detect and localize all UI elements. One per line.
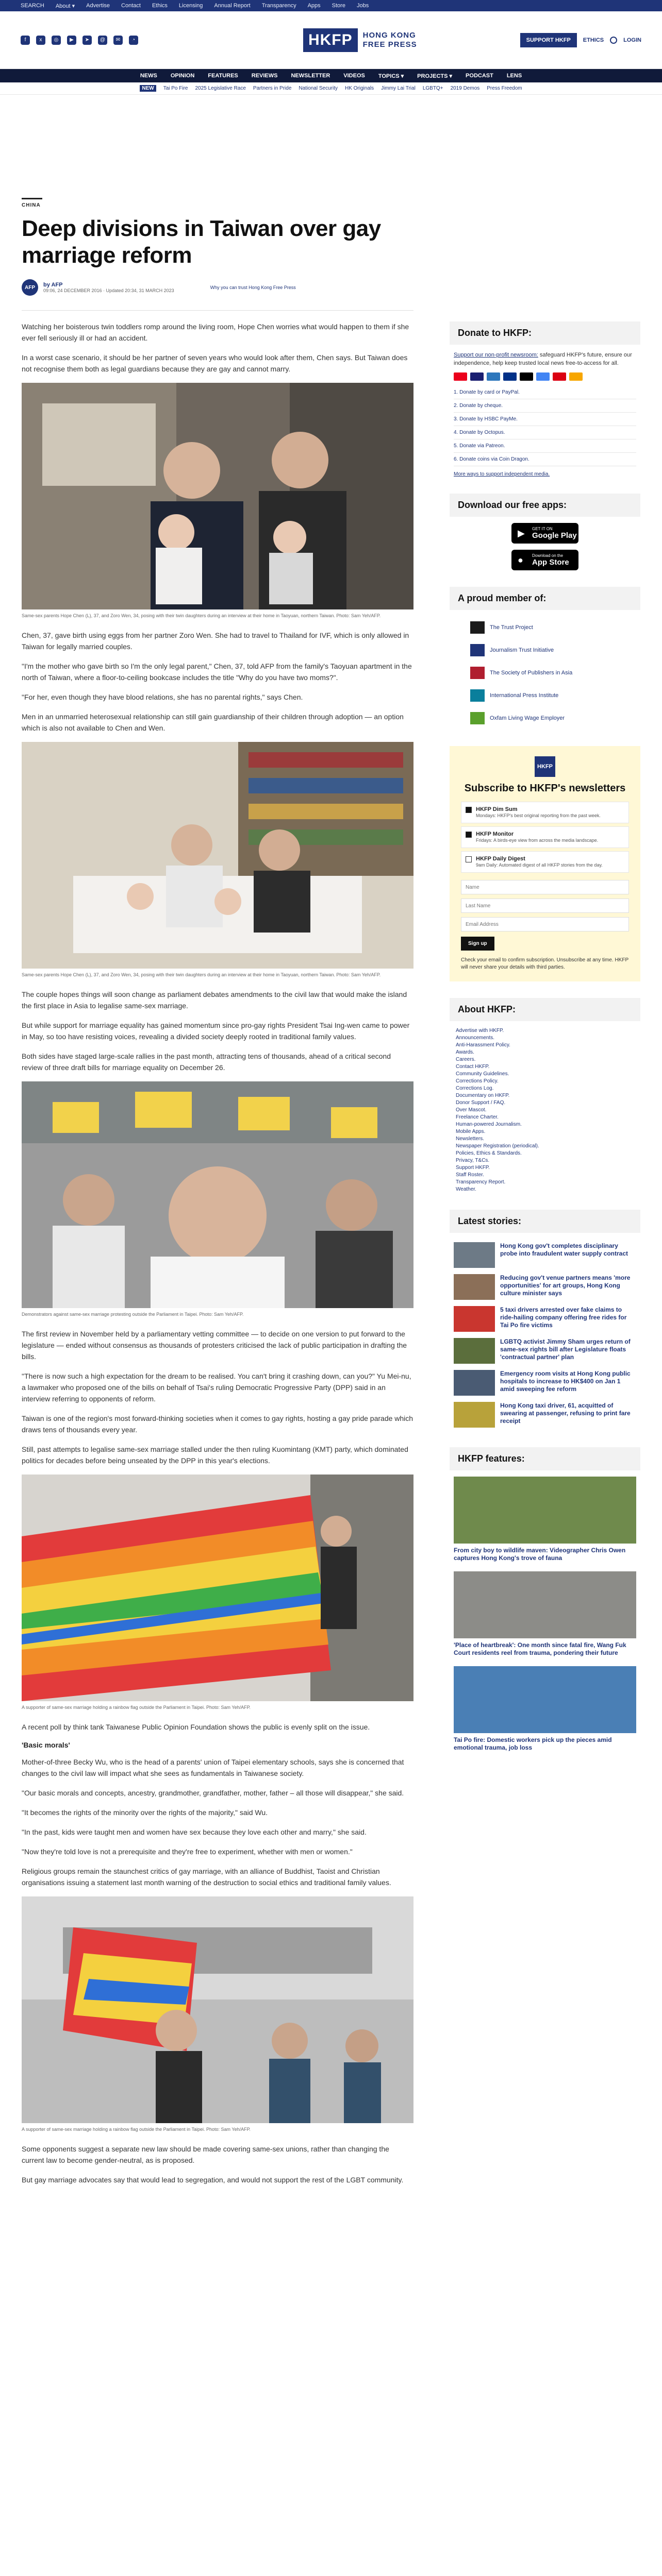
latest-widget bbox=[450, 1210, 640, 1431]
logo-line-2: FREE PRESS bbox=[362, 40, 417, 49]
nav-videos[interactable]: VIDEOS bbox=[343, 73, 365, 79]
newsletter-desc: 9am Daily: Automated digest of all HKFP stories from the day. bbox=[476, 862, 603, 868]
last-name-input[interactable] bbox=[461, 899, 629, 913]
member-name: International Press Institute bbox=[490, 692, 559, 699]
newsletter-fineprint: Check your email to confirm subscription. Unsubscribe at any time. HKFP will never share your details with third parties. bbox=[461, 957, 628, 970]
article-photo-family[interactable] bbox=[22, 383, 413, 609]
member-name: Journalism Trust Initiative bbox=[490, 647, 554, 653]
article bbox=[22, 198, 413, 2194]
about-item[interactable]: Announcements. bbox=[456, 1035, 495, 1041]
paragraph: "I'm the mother who gave birth so I'm the only legal parent," Chen, 37, told AFP from the family's Taoyuan apartment in the north of Taiwan, where a floor-to-ceiling bookcase includes the title "Why do you have two moms?". bbox=[22, 662, 412, 682]
latest-story[interactable] bbox=[450, 1271, 640, 1303]
article-photo-rainbow-flag[interactable] bbox=[22, 1475, 413, 1701]
photo-caption: A supporter of same-sex marriage holding a rainbow flag outside the Parliament in Taipei. Photo: Sam Yeh/AFP. bbox=[22, 2127, 251, 2132]
photo-caption: A supporter of same-sex marriage holding a rainbow flag outside the Parliament in Taipei. Photo: Sam Yeh/AFP. bbox=[22, 1705, 251, 1710]
photo-sofa-illustration bbox=[22, 742, 413, 969]
topbar-contact[interactable]: Contact bbox=[121, 3, 141, 9]
latest-title: Latest stories: bbox=[450, 1210, 640, 1233]
paypal-icon bbox=[503, 372, 517, 381]
newsletter-name: HKFP Monitor bbox=[476, 831, 514, 837]
about-item[interactable]: Awards. bbox=[456, 1049, 474, 1055]
about-item[interactable]: Newsletters. bbox=[456, 1136, 485, 1142]
about-item[interactable]: Newspaper Registration (periodical). bbox=[456, 1143, 539, 1149]
login-link[interactable]: LOGIN bbox=[623, 37, 641, 43]
mastercard-icon bbox=[454, 372, 467, 381]
newsletter-desc: Mondays: HKFP's best original reporting from the past week. bbox=[476, 813, 601, 818]
donate-text-body: safeguard HKFP's future, ensure our independence, help keep trusted local news free-to-access for all. bbox=[454, 352, 632, 366]
story-thumbnail bbox=[454, 1338, 495, 1364]
payme-icon bbox=[553, 372, 566, 381]
account-icon[interactable] bbox=[610, 37, 617, 44]
apple-pay-icon bbox=[520, 372, 533, 381]
jti-icon bbox=[470, 644, 485, 656]
story-title[interactable]: Emergency room visits at Hong Kong public hospitals to increase to HK$400 on Jan 1 amid sweeping fee reform bbox=[500, 1370, 631, 1393]
topbar-ethics[interactable]: Ethics bbox=[152, 3, 168, 9]
paragraph: "In the past, kids were taught men and women have sex because they love each other and marry," she said. bbox=[22, 1828, 367, 1836]
apps-widget bbox=[450, 494, 640, 570]
paragraph: Mother-of-three Becky Wu, who is the head of a parents' union of Taipei elementary schools, says she is concerned that changes to the civil law will impact what she sees as fundamentals in Taiwanese society. bbox=[22, 1758, 404, 1777]
google-play-label: Google Play bbox=[532, 531, 577, 540]
google-play-small: GET IT ON bbox=[532, 527, 553, 531]
about-title: About HKFP: bbox=[450, 998, 640, 1021]
section-rule bbox=[22, 198, 42, 199]
topbar-about[interactable]: About ▾ bbox=[55, 3, 75, 9]
feature-title[interactable]: 'Place of heartbreak': One month since fatal fire, Wang Fuk Court residents reel from trauma, pondering their future bbox=[454, 1641, 626, 1656]
paragraph: "For her, even though they have blood relations, she has no parental rights," says Chen. bbox=[22, 693, 303, 701]
photo-caption: Same-sex parents Hope Chen (L), 37, and Zoro Wen, 34, posing with their twin daughters during an interview at their home in Taoyuan, northern Taiwan. Photo: Sam Yeh/AFP. bbox=[22, 972, 381, 977]
rss-icon[interactable]: ◔ bbox=[129, 36, 138, 45]
member-ipi[interactable] bbox=[450, 684, 640, 707]
trending-2019-demos[interactable]: 2019 Demos bbox=[450, 86, 480, 91]
feature-image bbox=[454, 1477, 636, 1544]
about-item[interactable]: Staff Roster. bbox=[456, 1172, 484, 1178]
topbar-apps[interactable]: Apps bbox=[307, 3, 321, 9]
member-trust-project[interactable] bbox=[450, 616, 640, 639]
donate-options bbox=[450, 386, 640, 466]
feature-story[interactable] bbox=[450, 1666, 640, 1752]
donate-text-link[interactable]: Support our non-profit newsroom: bbox=[454, 352, 538, 358]
latest-story[interactable] bbox=[450, 1303, 640, 1335]
about-item[interactable]: Anti-Harassment Policy. bbox=[456, 1042, 510, 1048]
app-store-small: Download on the bbox=[532, 553, 564, 558]
features-widget bbox=[450, 1447, 640, 1752]
amex-icon bbox=[487, 372, 500, 381]
nav-topics[interactable]: TOPICS ▾ bbox=[378, 73, 404, 79]
about-item[interactable]: Corrections Policy. bbox=[456, 1078, 499, 1084]
photo-flag-2-illustration bbox=[22, 1896, 413, 2123]
trending-nav bbox=[0, 82, 662, 95]
article-section[interactable]: CHINA bbox=[22, 202, 41, 208]
google-pay-icon bbox=[536, 372, 550, 381]
about-item[interactable]: Privacy, T&Cs. bbox=[456, 1158, 490, 1163]
about-item[interactable]: Human-powered Journalism. bbox=[456, 1122, 522, 1127]
photo-caption: Demonstrators against same-sex marriage protesting outside the Parliament in Taipei. Photo: Sam Yeh/AFP. bbox=[22, 1312, 244, 1317]
feature-title[interactable]: From city boy to wildlife maven: Videographer Chris Owen captures Hong Kong's trove of fauna bbox=[454, 1547, 626, 1562]
octopus-icon bbox=[569, 372, 583, 381]
logo-mark: HKFP bbox=[303, 28, 358, 52]
member-jti[interactable] bbox=[450, 639, 640, 662]
newsletter-desc: Fridays: A birds-eye view from across the media landscape. bbox=[476, 838, 599, 843]
publish-date: 09:06, 24 DECEMBER 2016 · Updated 20:34, 31 MARCH 2023 bbox=[43, 288, 174, 293]
story-title[interactable]: 5 taxi drivers arrested over fake claims to ride-hailing company offering free rides for Tai Po fire victims bbox=[500, 1306, 627, 1329]
app-store-button[interactable] bbox=[511, 550, 578, 570]
newsletter-title: Subscribe to HKFP's newsletters bbox=[464, 783, 626, 794]
latest-story[interactable] bbox=[450, 1367, 640, 1399]
feature-title[interactable]: Tai Po fire: Domestic workers pick up the pieces amid emotional trauma, job loss bbox=[454, 1736, 612, 1751]
about-item[interactable]: Transparency Report. bbox=[456, 1179, 506, 1185]
story-thumbnail bbox=[454, 1306, 495, 1332]
donate-text bbox=[450, 351, 640, 367]
about-item[interactable]: Support HKFP. bbox=[456, 1165, 490, 1171]
name-input[interactable] bbox=[461, 880, 629, 894]
newsletter-option-dim-sum[interactable] bbox=[461, 802, 629, 823]
payment-methods bbox=[450, 367, 640, 386]
story-thumbnail bbox=[454, 1274, 495, 1300]
nav-news[interactable]: NEWS bbox=[140, 73, 157, 79]
author-name[interactable]: by AFP bbox=[43, 282, 63, 288]
story-title[interactable]: Reducing gov't venue partners means 'more opportunities' for art groups, Hong Kong culture minister says bbox=[500, 1274, 631, 1297]
features-title: HKFP features: bbox=[450, 1447, 640, 1470]
about-item[interactable]: Advertise with HKFP. bbox=[456, 1028, 504, 1033]
photo-caption: Same-sex parents Hope Chen (L), 37, and Zoro Wen, 34, posing with their twin daughters during an interview at their home in Taoyuan, northern Taiwan. Photo: Sam Yeh/AFP. bbox=[22, 613, 381, 618]
newsletter-option-monitor[interactable] bbox=[461, 826, 629, 848]
about-item[interactable]: Policies, Ethics & Standards. bbox=[456, 1150, 522, 1156]
instagram-icon[interactable]: ◎ bbox=[52, 36, 61, 45]
article-photo-sofa[interactable] bbox=[22, 742, 413, 969]
nav-features[interactable]: FEATURES bbox=[208, 73, 238, 79]
photo-family-illustration bbox=[22, 383, 413, 609]
topbar-transparency[interactable]: Transparency bbox=[261, 3, 296, 9]
about-item[interactable]: Over Mascot. bbox=[456, 1107, 487, 1113]
threads-icon[interactable]: @ bbox=[98, 36, 107, 45]
member-name: Oxfam Living Wage Employer bbox=[490, 715, 565, 721]
nav-podcast[interactable]: PODCAST bbox=[466, 73, 493, 79]
trust-link[interactable]: Why you can trust Hong Kong Free Press bbox=[210, 285, 296, 290]
trending-partners-in-pride[interactable]: Partners in Pride bbox=[253, 86, 292, 91]
about-item[interactable]: Corrections Log. bbox=[456, 1086, 494, 1091]
apple-icon: ● bbox=[518, 555, 523, 565]
logo-line-1: HONG KONG bbox=[362, 30, 416, 40]
paragraph: Some opponents suggest a separate new law should be made covering same-sex unions, rather than changing the current law to become gender-neutral, as is proposed. bbox=[22, 2145, 389, 2164]
about-item[interactable]: Mobile Apps. bbox=[456, 1129, 486, 1134]
paragraph: Men in an unmarried heterosexual relationship can still gain guardianship of their children through adoption — an option which is also not available to Chen and Wen. bbox=[22, 713, 404, 732]
about-item[interactable]: Freelance Charter. bbox=[456, 1114, 499, 1120]
youtube-icon[interactable]: ▶ bbox=[67, 36, 76, 45]
donate-widget bbox=[450, 321, 640, 477]
subheading: 'Basic morals' bbox=[22, 1741, 70, 1749]
paragraph: The couple hopes things will soon change as parliament debates amendments to the civil law that would make the island the first place in Asia to legalise same-sex marriage. bbox=[22, 990, 407, 1010]
twitter-icon[interactable]: x bbox=[36, 36, 45, 45]
support-button[interactable]: SUPPORT HKFP bbox=[520, 33, 577, 47]
member-name: The Society of Publishers in Asia bbox=[490, 669, 573, 676]
newsletter-option-daily-digest[interactable] bbox=[461, 851, 629, 873]
nav-projects[interactable]: PROJECTS ▾ bbox=[417, 73, 453, 79]
story-thumbnail bbox=[454, 1242, 495, 1268]
facebook-icon[interactable]: f bbox=[21, 36, 30, 45]
member-oxfam[interactable] bbox=[450, 707, 640, 730]
about-list bbox=[450, 1027, 640, 1193]
about-item[interactable]: Donor Support / FAQ. bbox=[456, 1100, 506, 1106]
sopa-icon bbox=[470, 667, 485, 679]
donate-option-payme[interactable]: 3. Donate by HSBC PayMe. bbox=[454, 413, 636, 426]
apps-title: Download our free apps: bbox=[450, 494, 640, 517]
trending-jimmy-lai-trial[interactable]: Jimmy Lai Trial bbox=[381, 86, 416, 91]
donate-option-cheque[interactable]: 2. Donate by cheque. bbox=[454, 399, 636, 413]
site-header bbox=[0, 11, 662, 69]
topbar-store[interactable]: Store bbox=[332, 3, 345, 9]
nav-newsletter[interactable]: NEWSLETTER bbox=[291, 73, 330, 79]
app-store-label: App Store bbox=[532, 558, 569, 567]
checkbox-checked[interactable] bbox=[466, 807, 472, 813]
checkbox-unchecked[interactable] bbox=[466, 856, 472, 862]
donate-option-patreon[interactable]: 5. Donate via Patreon. bbox=[454, 439, 636, 453]
trending-legislative-race[interactable]: 2025 Legislative Race bbox=[195, 86, 246, 91]
byline-divider bbox=[22, 310, 413, 311]
donate-option-coins[interactable]: 6. Donate coins via Coin Dragon. bbox=[454, 453, 636, 466]
visa-icon bbox=[470, 372, 484, 381]
about-item[interactable]: Community Guidelines. bbox=[456, 1071, 509, 1077]
members-title: A proud member of: bbox=[450, 587, 640, 610]
newsletter-logo: HKFP bbox=[535, 756, 555, 777]
latest-story[interactable] bbox=[450, 1399, 640, 1431]
mail-icon[interactable]: ✉ bbox=[113, 36, 123, 45]
about-widget bbox=[450, 998, 640, 1193]
newsletter-name: HKFP Dim Sum bbox=[476, 806, 518, 812]
trending-national-security[interactable]: National Security bbox=[299, 86, 338, 91]
topbar-licensing[interactable]: Licensing bbox=[178, 3, 203, 9]
story-title[interactable]: LGBTQ activist Jimmy Sham urges return of same-sex rights bill after Legislature floats 'contractual partner' plan bbox=[500, 1338, 631, 1361]
about-item[interactable]: Documentary on HKFP. bbox=[456, 1093, 510, 1098]
top-utility-bar bbox=[0, 0, 662, 11]
paragraph: "Now they're told love is not a prerequisite and they're free to experiment, whether with men or women." bbox=[22, 1848, 353, 1856]
donate-title: Donate to HKFP: bbox=[450, 321, 640, 345]
nav-opinion[interactable]: OPINION bbox=[170, 73, 195, 79]
photo-flag-illustration bbox=[22, 1475, 413, 1701]
trending-press-freedom[interactable]: Press Freedom bbox=[487, 86, 522, 91]
topbar-annual-report[interactable]: Annual Report bbox=[214, 3, 251, 9]
trending-lgbtq[interactable]: LGBTQ+ bbox=[422, 86, 443, 91]
newsletter-name: HKFP Daily Digest bbox=[476, 856, 525, 862]
telegram-icon[interactable]: ➤ bbox=[82, 36, 92, 45]
paragraph: Both sides have staged large-scale rallies in the past month, attracting tens of thousands, ahead of a critical second review of three draft bills for marriage equality on December 26. bbox=[22, 1052, 391, 1072]
paragraph: "Our basic morals and concepts, ancestry, grandmother, grandfather, mother, father – all those will disappear," she said. bbox=[22, 1789, 404, 1797]
donate-option-card[interactable]: 1. Donate by card or PayPal. bbox=[454, 386, 636, 399]
story-title[interactable]: Hong Kong taxi driver, 61, acquitted of swearing at passenger, refusing to print fare receipt bbox=[500, 1402, 631, 1425]
nav-reviews[interactable]: REVIEWS bbox=[251, 73, 278, 79]
trust-project-icon bbox=[470, 621, 485, 634]
ethics-link[interactable]: ETHICS bbox=[583, 37, 604, 43]
feature-image bbox=[454, 1666, 636, 1733]
paragraph: But gay marriage advocates say that would lead to segregation, and would not support the rest of the LGBT community. bbox=[22, 2176, 404, 2184]
paragraph: Taiwan is one of the region's most forward-thinking societies when it comes to gay rights, hosting a gay pride parade which draws tens of thousands every year. bbox=[22, 1414, 413, 1434]
google-play-button[interactable] bbox=[511, 523, 578, 544]
trending-hk-originals[interactable]: HK Originals bbox=[344, 86, 374, 91]
new-badge: NEW bbox=[140, 85, 156, 92]
story-thumbnail bbox=[454, 1402, 495, 1428]
latest-story[interactable] bbox=[450, 1335, 640, 1367]
header-actions bbox=[520, 33, 641, 47]
donate-option-octopus[interactable]: 4. Donate by Octopus. bbox=[454, 426, 636, 439]
author-avatar: AFP bbox=[22, 279, 38, 296]
social-links bbox=[21, 36, 138, 45]
sidebar bbox=[450, 321, 640, 1768]
site-logo[interactable] bbox=[303, 28, 417, 52]
about-item[interactable]: Weather. bbox=[456, 1187, 476, 1192]
paragraph: Chen, 37, gave birth using eggs from her partner Zoro Wen. She had to travel to Thailand for IVF, which is only allowed in Taiwan for legally married couples. bbox=[22, 631, 409, 651]
paragraph: Watching her boisterous twin toddlers romp around the living room, Hope Chen worries what would happen to them if she ever fell seriously ill or had an accident. bbox=[22, 323, 409, 342]
paragraph: Religious groups remain the staunchest critics of gay marriage, with an alliance of Buddhist, Taoist and Christian organisations issuing a statement last month warning of the destruction to social ethics and traditional family values. bbox=[22, 1867, 391, 1887]
donate-more-link[interactable]: More ways to support independent media. bbox=[454, 471, 550, 477]
topbar-advertise[interactable]: Advertise bbox=[86, 3, 110, 9]
trending-tai-po-fire[interactable]: Tai Po Fire bbox=[163, 86, 188, 91]
paragraph: "There is now such a high expectation for the dream to be realised. You can't bring it crashing down, can you?" Yu Mei-nu, a lawmaker who proposed one of the bills on behalf of Tsai's ruling Democratic Progressive Party (DPP) said in an interview referring to opponents of reform. bbox=[22, 1372, 411, 1403]
signup-button[interactable]: Sign up bbox=[461, 937, 494, 951]
feature-story[interactable] bbox=[450, 1571, 640, 1657]
member-name: The Trust Project bbox=[490, 624, 533, 631]
paragraph: The first review in November held by a parliamentary vetting committee — to decide on one version to put forward to the legislature — ended without consensus as thousands of protesters criticised the lack of public participation in drafting the bills. bbox=[22, 1330, 407, 1361]
members-widget bbox=[450, 587, 640, 730]
paragraph: Still, past attempts to legalise same-sex marriage stalled under the then ruling Kuomintang (KMT) party, which dominated politics for decades before being unseated by the DPP in this year's elections. bbox=[22, 1445, 408, 1465]
feature-image bbox=[454, 1571, 636, 1638]
paragraph: In a worst case scenario, it should be her partner of seven years who would look after them, Chen says. But Taiwan does not recognise them both as legal guardians because they are gay and cannot marry. bbox=[22, 353, 408, 373]
paragraph: But while support for marriage equality has gained momentum since pro-gay rights President Tsai Ing-wen came to power in May, so too have resisting voices, revealing a divided society deeply rooted in traditional family values. bbox=[22, 1021, 410, 1041]
checkbox-checked[interactable] bbox=[466, 832, 472, 838]
topbar-jobs[interactable]: Jobs bbox=[356, 3, 369, 9]
email-input[interactable] bbox=[461, 917, 629, 931]
paragraph: "It becomes the rights of the minority over the rights of the majority," said Wu. bbox=[22, 1808, 268, 1817]
article-title: Deep divisions in Taiwan over gay marriage reform bbox=[22, 216, 381, 268]
google-play-icon: ▶ bbox=[518, 528, 525, 538]
member-sopa[interactable] bbox=[450, 662, 640, 684]
article-photo-rainbow-flag-2[interactable] bbox=[22, 1896, 413, 2123]
paragraph: A recent poll by think tank Taiwanese Public Opinion Foundation shows the public is evenly split on the issue. bbox=[22, 1723, 370, 1731]
article-photo-protest[interactable] bbox=[22, 1081, 413, 1308]
ipi-icon bbox=[470, 689, 485, 702]
byline bbox=[22, 279, 413, 296]
nav-lens[interactable]: LENS bbox=[506, 73, 522, 79]
photo-protest-illustration bbox=[22, 1081, 413, 1308]
story-thumbnail bbox=[454, 1370, 495, 1396]
about-item[interactable]: Careers. bbox=[456, 1057, 476, 1062]
main-nav bbox=[0, 69, 662, 82]
logo-wordmark bbox=[363, 31, 417, 49]
newsletter-widget bbox=[450, 746, 640, 981]
latest-story[interactable] bbox=[450, 1239, 640, 1271]
story-title[interactable]: Hong Kong gov't completes disciplinary probe into fraudulent water supply contract bbox=[500, 1242, 628, 1257]
oxfam-icon bbox=[470, 712, 485, 724]
feature-story[interactable] bbox=[450, 1477, 640, 1562]
topbar-search[interactable]: SEARCH bbox=[21, 3, 44, 9]
about-item[interactable]: Contact HKFP. bbox=[456, 1064, 490, 1070]
